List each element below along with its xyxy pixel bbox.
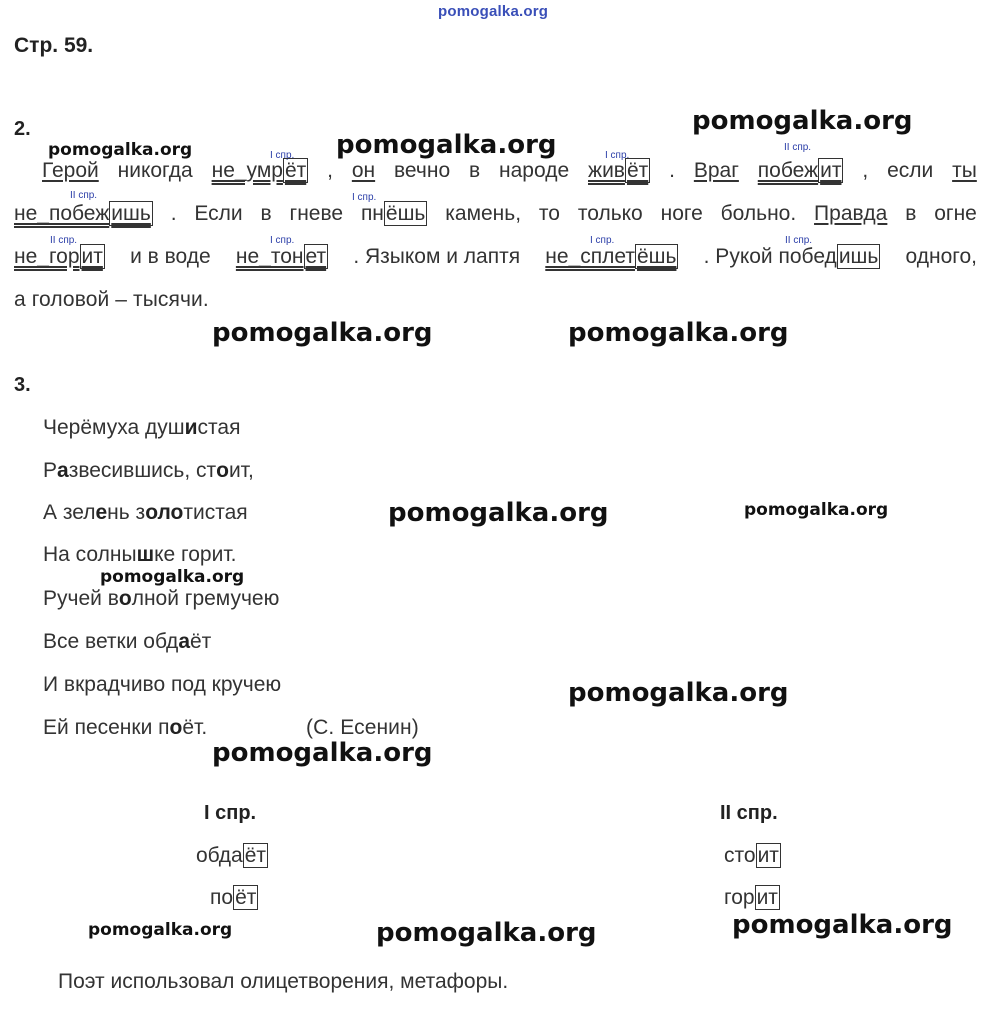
word-predicate: не_побежишь: [14, 202, 151, 225]
watermark: pomogalka.org: [100, 567, 245, 587]
word-verb: . Рукой победишь: [703, 245, 879, 268]
word-subject: он: [351, 159, 376, 182]
word-predicate: побежит: [757, 159, 842, 182]
task-2-line-4: а головой – тысячи.: [14, 288, 209, 311]
ending-box: ёт: [626, 159, 649, 182]
ending-box: ёт: [284, 159, 307, 182]
column-header-conjugation-2: II спр.: [720, 802, 778, 824]
ending-box: ишь: [111, 202, 151, 225]
poem-line: Все ветки обдаёт: [43, 630, 212, 653]
column-word: горит: [724, 886, 778, 909]
word: огне: [934, 202, 977, 225]
hint-conjugation-2: II спр.: [784, 142, 812, 153]
hint-conjugation-1: I спр.: [352, 192, 377, 203]
word: вечно: [394, 159, 451, 182]
text: . Языком и лаптя: [353, 245, 521, 268]
word: камень,: [445, 202, 522, 225]
word-predicate: живёт: [588, 159, 649, 182]
word: больно.: [720, 202, 797, 225]
task-2-number: 2.: [14, 118, 31, 140]
word: в: [469, 159, 481, 182]
word: в: [905, 202, 917, 225]
hint-conjugation-2: II спр.: [785, 235, 813, 246]
punctuation: ,: [862, 159, 869, 182]
punctuation: ,: [327, 159, 333, 182]
word: только: [577, 202, 643, 225]
word: Если: [194, 202, 243, 225]
ending-box: ёшь: [385, 202, 426, 225]
watermark: pomogalka.org: [732, 910, 953, 940]
task-3-number: 3.: [14, 374, 31, 396]
word: ноге: [660, 202, 703, 225]
column-word: обдаёт: [196, 844, 267, 867]
watermark: pomogalka.org: [376, 918, 597, 948]
ending-box: ит: [81, 245, 103, 268]
hint-conjugation-1: I спр.: [270, 235, 295, 246]
hint-conjugation-1: I спр.: [270, 150, 295, 161]
ending-box: ит: [756, 886, 778, 909]
punctuation: .: [669, 159, 675, 182]
hint-conjugation-2: II спр.: [50, 235, 78, 246]
word: народе: [499, 159, 570, 182]
word-predicate: не_умрёт: [211, 159, 307, 182]
word-verb: пнёшь: [360, 202, 426, 225]
watermark: pomogalka.org: [48, 140, 193, 160]
ending-box: ёт: [235, 886, 257, 909]
column-word: стоит: [724, 844, 779, 867]
word: то: [538, 202, 560, 225]
word-subject: Герой: [42, 159, 99, 182]
ending-box: ёшь: [636, 245, 677, 268]
hint-conjugation-1: I спр.: [605, 150, 630, 161]
word-predicate: не_сплетёшь: [545, 245, 677, 268]
word-predicate: не_тонет: [235, 245, 327, 268]
word: никогда: [117, 159, 193, 182]
watermark: pomogalka.org: [568, 678, 789, 708]
watermark: pomogalka.org: [212, 738, 433, 768]
watermark: pomogalka.org: [88, 920, 233, 940]
watermark: pomogalka.org: [336, 130, 557, 160]
poem-line: На солнышке горит.: [43, 543, 237, 566]
column-word: поёт: [210, 886, 257, 909]
ending-box: ит: [820, 159, 842, 182]
word-subject: Правда: [814, 202, 888, 225]
word: если: [887, 159, 934, 182]
poem-line: Ей песенки поёт.: [43, 716, 208, 739]
task-2-line-2: [14, 202, 977, 226]
watermark: pomogalka.org: [212, 318, 433, 348]
watermark: pomogalka.org: [568, 318, 789, 348]
task-2-line-1: [14, 159, 977, 183]
word: в: [260, 202, 272, 225]
ending-box: ит: [757, 844, 779, 867]
text: и в воде: [130, 245, 211, 268]
poem-author: (С. Есенин): [306, 716, 419, 739]
page-label: Стр. 59.: [14, 34, 94, 57]
word: одного,: [905, 245, 977, 268]
watermark: pomogalka.org: [388, 498, 609, 528]
ending-box: ет: [305, 245, 327, 268]
word-subject: ты: [952, 159, 977, 182]
poem-line: Развесившись, стоит,: [43, 459, 254, 482]
task-2-line-3: [14, 245, 977, 269]
hint-conjugation-2: II спр.: [70, 190, 98, 201]
poem-line: Ручей волной гремучею: [43, 587, 280, 610]
word-subject: Враг: [693, 159, 739, 182]
conclusion-text: Поэт использовал олицетворения, метафоры.: [58, 970, 509, 993]
watermark: pomogalka.org: [744, 500, 889, 520]
hint-conjugation-1: I спр.: [590, 235, 615, 246]
column-header-conjugation-1: I спр.: [204, 802, 257, 824]
word: гневе: [289, 202, 344, 225]
word-predicate: не_горит: [14, 245, 103, 268]
ending-box: ёт: [244, 844, 267, 867]
punctuation: .: [170, 202, 177, 225]
watermark: pomogalka.org: [692, 106, 913, 136]
poem-line: И вкрадчиво под кручею: [43, 673, 282, 696]
poem-line: Черёмуха душистая: [43, 416, 241, 439]
poem-line: А зелень золотистая: [43, 501, 248, 524]
ending-box: ишь: [838, 245, 879, 268]
site-header-link[interactable]: pomogalka.org: [438, 3, 549, 20]
